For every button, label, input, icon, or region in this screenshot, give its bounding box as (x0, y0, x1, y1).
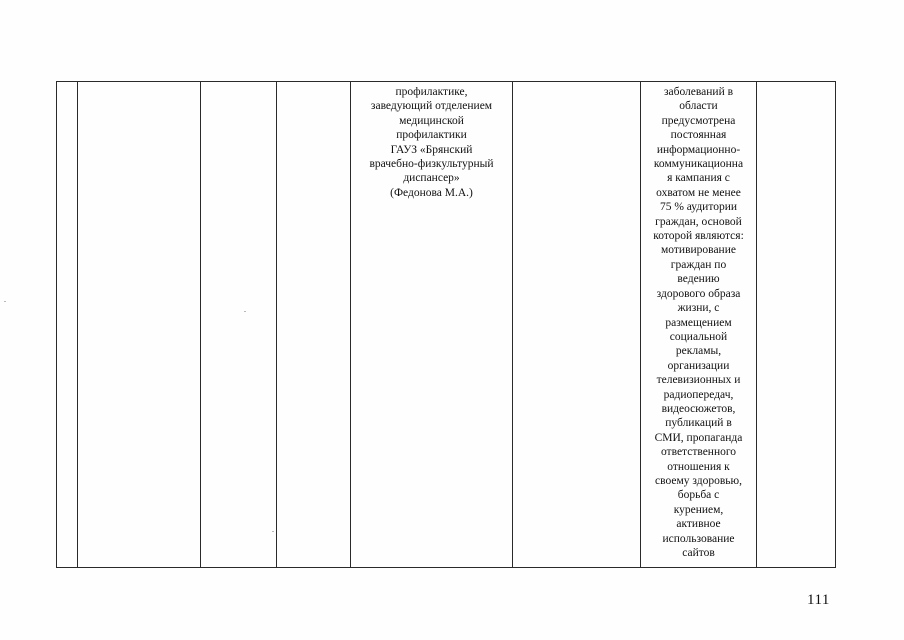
scan-speck (244, 311, 246, 312)
table-cell-responsible (351, 82, 513, 568)
table-cell-number (57, 82, 78, 568)
scan-speck (4, 301, 6, 302)
table-cell-event (78, 82, 201, 568)
responsible-text: профилактике, заведующий отделением медицинской профилактики ГАУЗ «Брянский врачебно-физкультурный диспансер» (Федонова М.А.) (369, 86, 494, 199)
page-number: 111 (807, 592, 830, 608)
result-text: заболеваний в области предусмотрена постоянная информационно- коммуникационна я кампания с охватом не менее 75 % аудитории граждан, основой которой являются: мотивирование граждан по ведению здорового образа жизни, с размещением социальной рекламы, организации телевизионных и радиопередач, видеосюжетов, публикаций в СМИ, пропаганда ответственного отношения к своему здоровью, борьба с курением, активное использование сайтов (653, 86, 744, 559)
continuation-table (56, 81, 836, 568)
table-cell-end-date (277, 82, 351, 568)
table-cell-indicator (513, 82, 641, 568)
table-cell-notes (757, 82, 836, 568)
scan-speck (272, 531, 274, 532)
table-row (57, 82, 836, 568)
table-cell-start-date (201, 82, 277, 568)
table-cell-result (641, 82, 757, 568)
